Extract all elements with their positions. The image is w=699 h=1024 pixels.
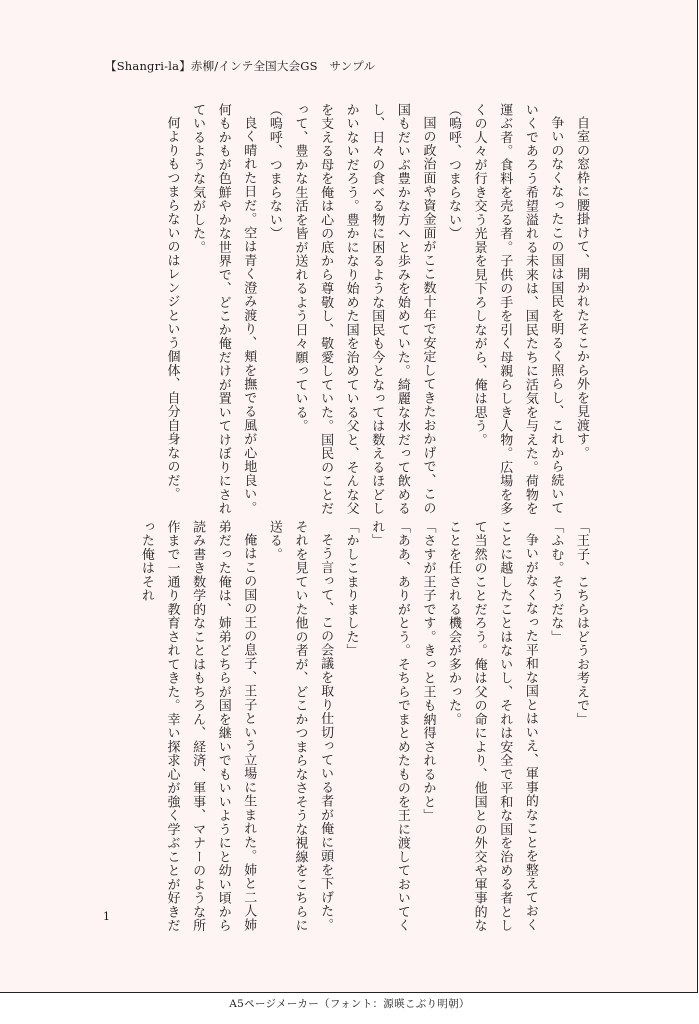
page-number: 1 (103, 910, 110, 923)
dialog-line: 「さすが王子です。きっと王も納得されるかと」 (420, 520, 436, 823)
paragraph: 争いがなくなった平和な国とはいえ、軍事的なことを整えておくことに越したことはないし、それは安全で平和な国を治める者として当然のことだろう。俺は父の命により、他国との外交や軍事的なことを任される機会が多かった。 (446, 520, 538, 933)
header-title: 【Shangri-la】赤柳/インテ全国大会GS サンプル (105, 59, 376, 73)
paragraph: 俺はこの国の王の息子、王子という立場に生まれた。姉と二人姉弟だった俺は、姉弟どちらが国を継いでもいいようにと幼い頃から読み書き数学的なことはもちろん、経済、軍事、マナーのような所作まで一通り教育されてきた。幸い探求心が強く学ぶことが好きだった俺はそれ (138, 520, 257, 933)
dialog-line: 「王子、こちらはどうお考えで」 (574, 520, 589, 727)
paragraph: 良く晴れた日だ。空は青く澄み渡り、頬を撫でる風が心地良い。何もかもが色鮮やかな世界で、どこか俺だけが置いてけぼりにされているような気がした。 (190, 103, 257, 516)
paragraph: そう言って、この会議を取り仕切っている者が俺に頭を下げた。それを見ていた他の者が、どこかつまらなさそうな視線をこちらに送る。 (266, 520, 334, 933)
paragraph: 何よりもつまらないのはレンジという個体、自分自身なのだ。 (164, 116, 180, 501)
text-block-top (159, 103, 594, 523)
dialog-line: 「ああ、ありがとう。そちらでまとめたものを王に渡しておいてくれ」 (369, 520, 410, 933)
inner-monologue: （嗚呼、つまらない） (266, 103, 282, 241)
dialog-line: 「ふむ。そうだな」 (548, 520, 564, 644)
text-block-bottom (133, 520, 594, 940)
inner-monologue: （嗚呼、つまらない） (446, 103, 462, 241)
footer-credit: A5ページメーカー（フォント：源暎こぶり明朝） (229, 998, 470, 1010)
paragraph: 自室の窓枠に腰掛けて、開かれたそこから外を見渡す。 (574, 116, 589, 460)
paragraph: 国の政治面や資金面がここ数十年で安定してきたおかげで、この国もだいぶ豊かな方へと歩みを始めていた。綺麗な水だって飲めるし、日々の食べる物に困るような国民も今となっては数えるほどしかいないだろう。豊かになり始めた国を治めている父と、そんな父を支える母を俺は心の底から尊敬し、敬愛していた。国民のことだって、豊かな生活を皆が送れるよう日々願っている。 (292, 103, 436, 516)
dialog-line: 「かしこまりました」 (343, 520, 359, 658)
paragraph: 争いのなくなったこの国は国民を明るく照らし、これから続いていくであろう希望溢れる未来は、国民たちに活気を与えた。荷物を運ぶ者。食料を売る者。子供の手を引く母親らしき人物。広場を多くの人々が行き交う光景を見下ろしながら、俺は思う。 (471, 103, 564, 516)
